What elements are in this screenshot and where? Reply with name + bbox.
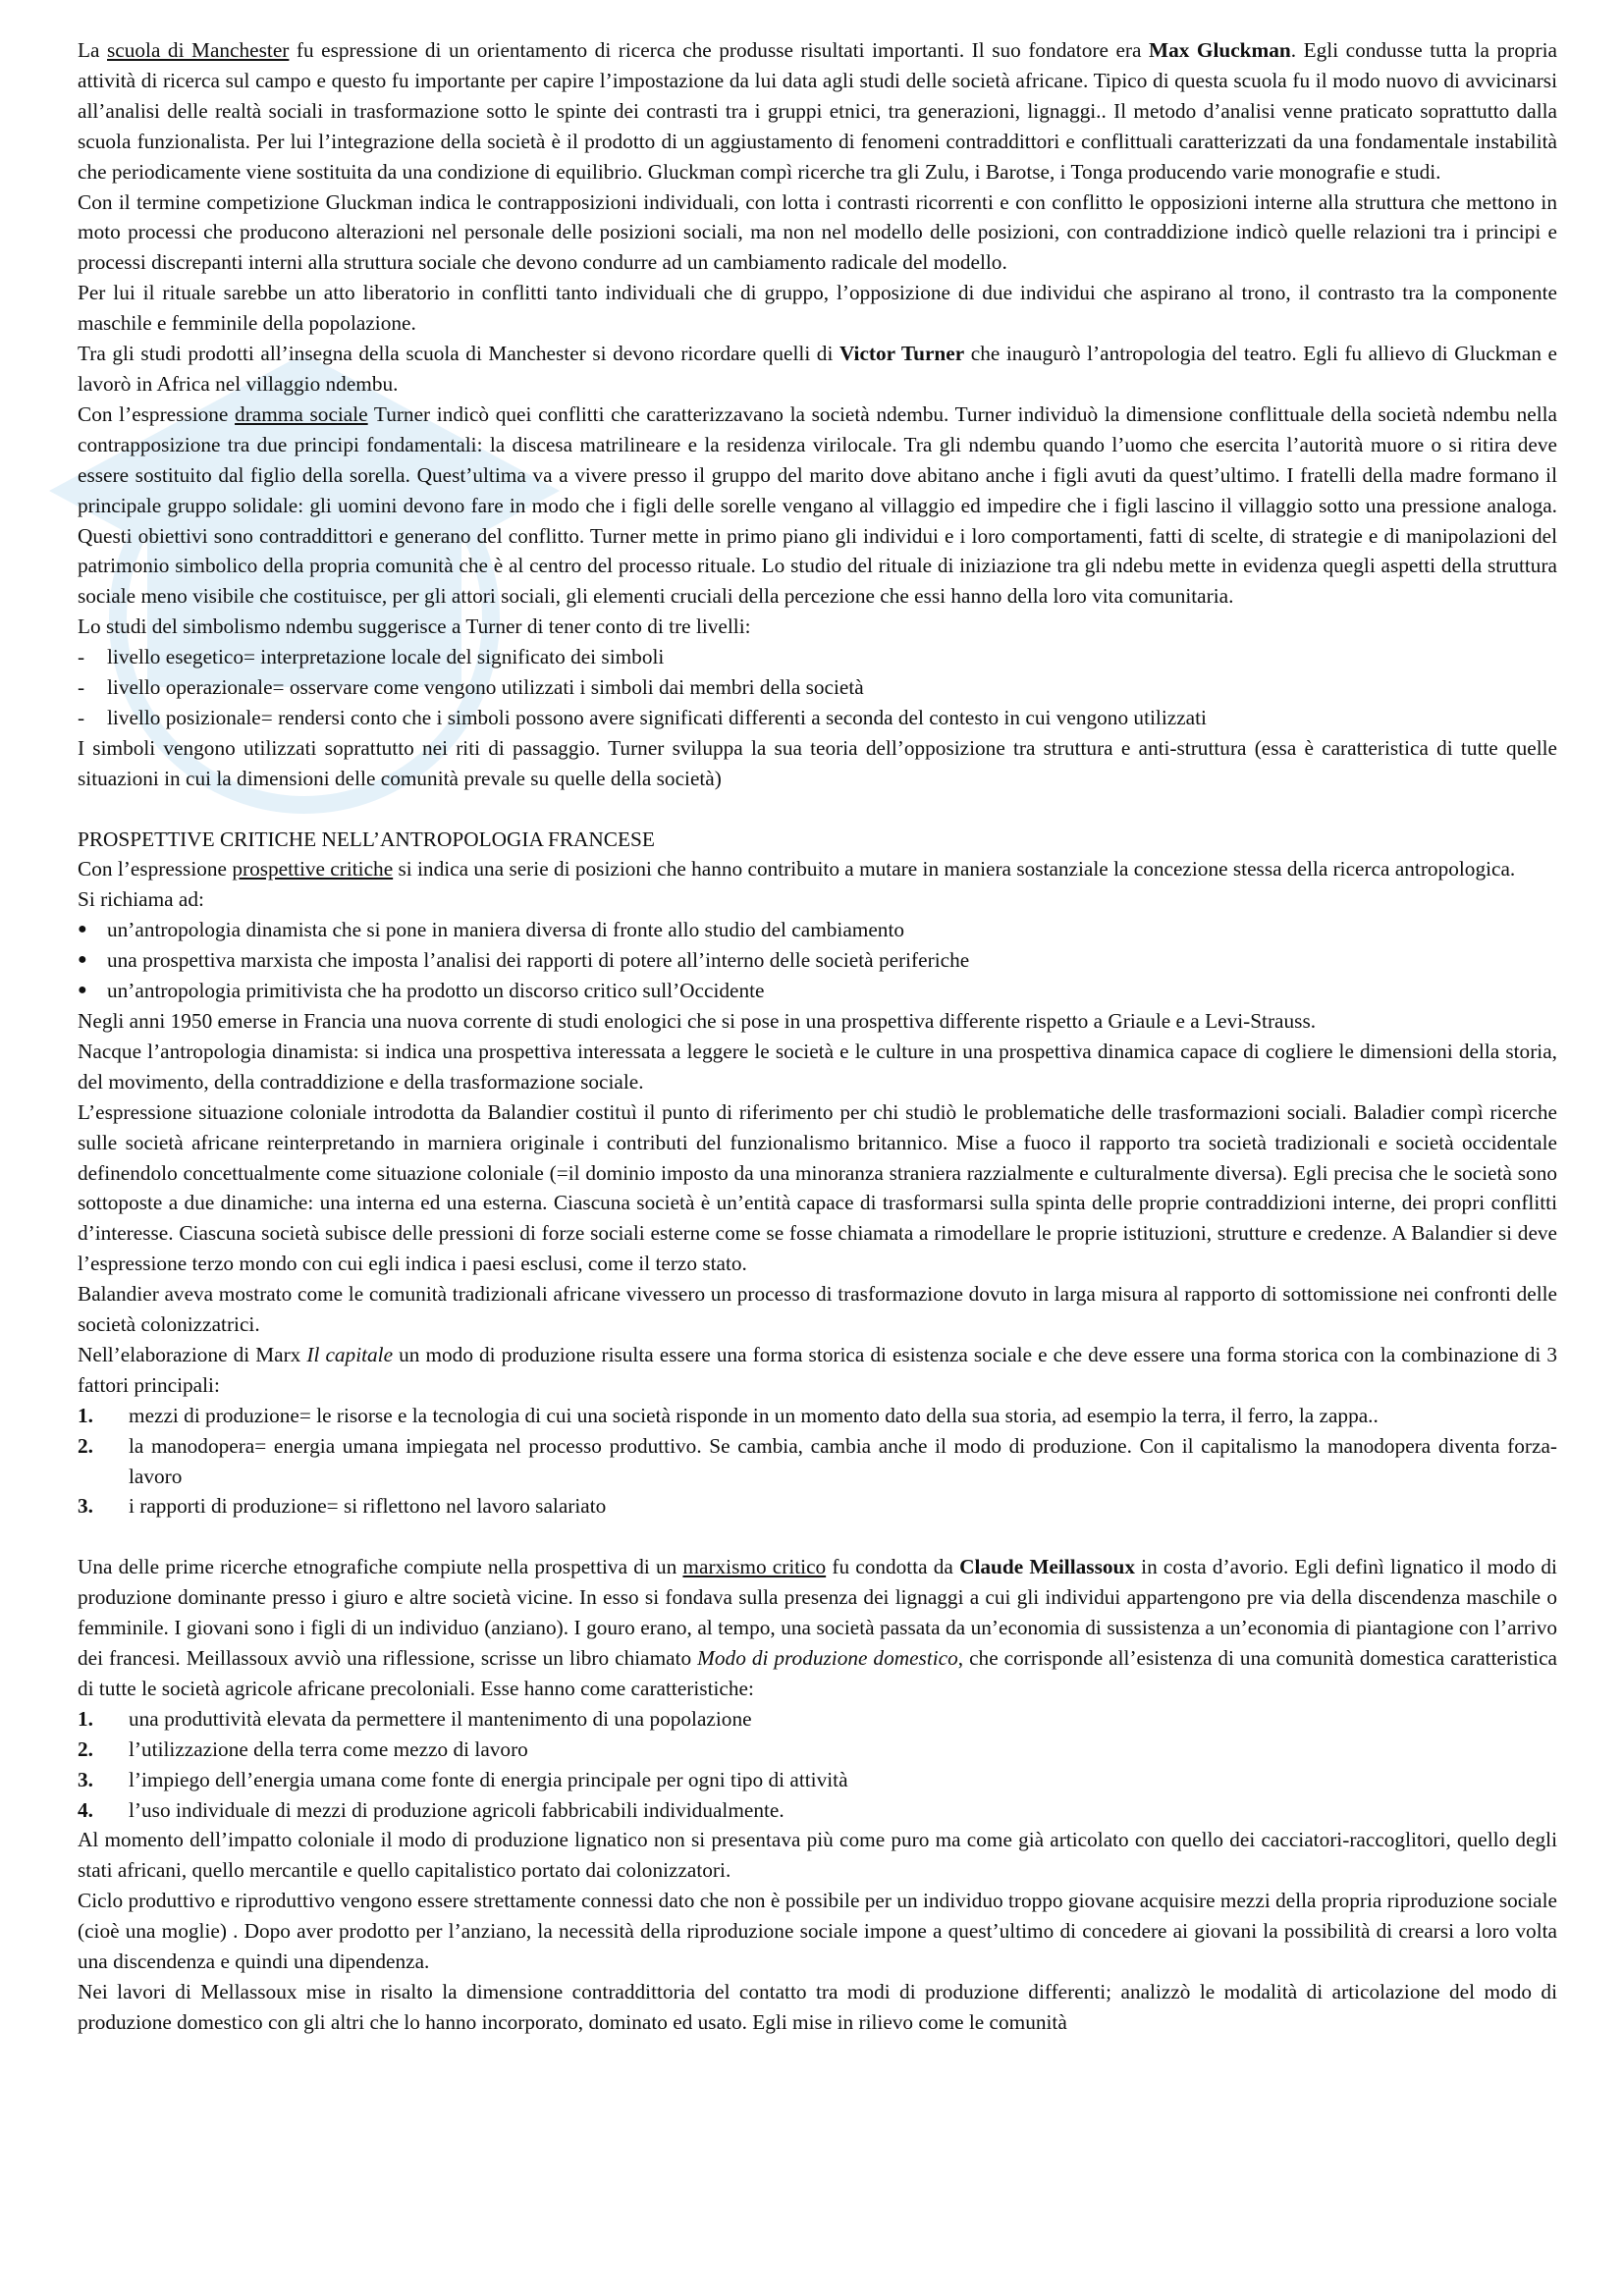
title-il-capitale: Il capitale xyxy=(306,1342,394,1366)
name-claude-meillassoux: Claude Meillassoux xyxy=(959,1555,1135,1579)
list-item: ● un’antropologia primitivista che ha prodotto un discorso critico sull’Occidente xyxy=(78,979,765,1003)
paragraph-rituale: Per lui il rituale sarebbe un atto liberatorio in conflitti tanto individuali che di gruppo, l’opposizione di due individui che aspirano al trono, il contrasto tra la componente maschile e femminile della popolazione. xyxy=(78,281,1557,336)
list-item: 1. una produttività elevata da permettere il mantenimento di una popolazione xyxy=(78,1706,752,1731)
paragraph-competizione: Con il termine competizione Gluckman indica le contrapposizioni individuali, con lotta i contrasti ricorrenti e con conflitto le opposizioni interne alla struttura che mettono in moto processi che producono alterazioni nel personale delle posizioni sociali, ma non nel modello delle posizioni, con contraddizione indicò quelle relazioni tra i principi e processi discrepanti interni alla struttura sociale che devono condurre ad un cambiamento radicale del modello. xyxy=(78,189,1557,275)
link-scuola-manchester[interactable]: scuola di Manchester xyxy=(107,38,290,62)
features-list xyxy=(78,1704,1557,1826)
paragraph-turner: Tra gli studi prodotti all’insegna della scuola di Manchester si devono ricordare quelli di Victor Turner che inaugurò l’antropologia del teatro. Egli fu allievo di Gluckman e lavorò in Africa nel villaggio ndembu. xyxy=(78,342,1557,396)
paragraph-meillassoux: Una delle prime ricerche etnografiche compiute nella prospettiva di un marxismo critico fu condotta da Claude Meillassoux in costa d’avorio. Egli definì lignatico il modo di produzione dominante presso i giuro e altre società vicine. In esso si fondava sulla presenza dei lignaggi a cui gli individui appartengono pre via della discendenza maschile o femminile. I giovani sono i figli di un individuo (anziano). I gouro erano, al tempo, una società passata da un’economia di sussistenza a un’economia di piantagione con l’arrivo dei francesi. Meillassoux avviò una riflessione, scrisse un libro chiamato Modo di produzione domestico, che corrisponde all’esistenza di una comunità domestica caratteristica di tutte le società agricole africane precoloniali. Esse hanno come caratteristiche: xyxy=(78,1555,1558,1700)
paragraph-balandier: L’espressione situazione coloniale introdotta da Balandier costituì il punto di riferimento per chi studiò le problematiche delle trasformazioni sociali. Baladier compì ricerche sulle società africane reinterpretando in marniera originale i contributi del funzionalismo britannico. Mise a fuoco il rapporto tra società tradizionali e società occidentale definendolo concettualmente come situazione coloniale (=il dominio imposto da una minoranza straniera razzialmente e culturalmente diversa). Egli precisa che le società sono sottoposte a due dinamiche: una interna ed una esterna. Ciascuna società è un’entità capace di trasformarsi sulla spinta delle proprie contraddizioni interne, dei propri conflitti d’interesse. Ciascuna società subisce delle pressioni di forze sociali esterne come se fosse chiamata a rimodellare le proprie istituzioni, strutture e credenze. A Balandier si deve l’espressione terzo mondo con cui egli indica i paesi esclusi, come il terzo stato. xyxy=(78,1099,1557,1276)
list-item: ● una prospettiva marxista che imposta l’analisi dei rapporti di potere all’interno delle società periferiche xyxy=(78,948,970,973)
factors-list xyxy=(78,1401,1557,1522)
section-heading: PROSPETTIVE CRITICHE NELL’ANTROPOLOGIA FRANCESE xyxy=(78,827,655,851)
paragraph-si-richiama: Si richiama ad: xyxy=(78,887,204,912)
list-item: 4. l’uso individuale di mezzi di produzione agricoli fabbricabili individualmente. xyxy=(78,1797,784,1822)
link-marxismo-critico[interactable]: marxismo critico xyxy=(682,1555,827,1579)
paragraph-manchester: La scuola di Manchester fu espressione di un orientamento di ricerca che produsse risultati importanti. Il suo fondatore era Max Gluckman. Egli condusse tutta la propria attività di ricerca sul campo e questo fu importante per capire l’impostazione da lui data agli studi delle società africane. Tipico di questa scuola fu il modo nuovo di avvicinarsi all’analisi delle realtà sociali in trasformazione sotto le spinte dei contrasti tra i gruppi etnici, tra generazioni, lignaggi.. Il metodo d’analisi venne praticato soprattutto dalla scuola funzionalista. Per lui l’integrazione della società è il prodotto di un aggiustamento di fenomeni contraddittori e conflittuali caratterizzati da una fondamentale instabilità che periodicamente viene sostituita da una condizione di equilibrio. Gluckman compì ricerche tra gli Zulu, i Barotse, i Tonga producendo varie monografie e studi. xyxy=(78,38,1558,184)
link-prospettive-critiche[interactable]: prospettive critiche xyxy=(232,857,394,881)
name-max-gluckman: Max Gluckman xyxy=(1148,38,1291,62)
paragraph-marx: Nell’elaborazione di Marx Il capitale un modo di produzione risulta essere una forma storica di esistenza sociale e che deve essere una forma storica con la combinazione di 3 fattori principali: xyxy=(78,1342,1557,1397)
list-item: 2. l’utilizzazione della terra come mezzo di lavoro xyxy=(78,1736,528,1761)
title-modo-produzione-domestico: Modo di produzione domestico xyxy=(697,1646,958,1670)
list-item: 1. mezzi di produzione= le risorse e la tecnologia di cui una società risponde in un momento dato della sua storia, ad esempio la terra, il ferro, la zappa.. xyxy=(78,1403,1379,1427)
list-item: - livello esegetico= interpretazione locale del significato dei simboli xyxy=(78,645,665,669)
document-page xyxy=(78,35,1557,2038)
name-victor-turner: Victor Turner xyxy=(839,342,965,366)
levels-list xyxy=(78,642,1557,733)
paragraph-ciclo-produttivo: Ciclo produttivo e riproduttivo vengono essere strettamente connessi dato che non è possibile per un individuo troppo giovane acquisire mezzi della propria riproduzione sociale (cioè una moglie) . Dopo aver prodotto per l’anziano, la necessità della riproduzione sociale impone a quest’ultimo di concedere ai giovani la possibilità di crearsi a loro volta una discendenza e quindi una dipendenza. xyxy=(78,1889,1557,1974)
paragraph-dinamista: Nacque l’antropologia dinamista: si indica una prospettiva interessata a leggere le società e le culture in una prospettiva dinamica capace di cogliere le dimensioni della storia, del movimento, della contraddizione e della trasformazione sociale. xyxy=(78,1039,1557,1094)
list-item: - livello posizionale= rendersi conto che i simboli possono avere significati differenti a seconda del contesto in cui vengono utilizzati xyxy=(78,705,1207,729)
paragraph-simboli: I simboli vengono utilizzati soprattutto nei riti di passaggio. Turner sviluppa la sua teoria dell’opposizione tra struttura e anti-struttura (essa è caratteristica di tutte quelle situazioni in cui la dimensioni delle comunità prevale su quelle della società) xyxy=(78,735,1557,790)
paragraph-prospettive: Con l’espressione prospettive critiche si indica una serie di posizioni che hanno contribuito a mutare in maniera sostanziale la concezione stessa della ricerca antropologica. xyxy=(78,857,1516,881)
paragraph-mellassoux: Nei lavori di Mellassoux mise in risalto la dimensione contraddittoria del contatto tra modi di produzione differenti; analizzò le modalità di articolazione del modo di produzione domestico con gli altri che lo hanno incorporato, dominato ed usato. Egli mise in rilievo come le comunità xyxy=(78,1979,1557,2034)
paragraph-simbolismo: Lo studi del simbolismo ndembu suggerisce a Turner di tener conto di tre livelli: xyxy=(78,614,751,639)
paragraph-impatto-coloniale: Al momento dell’impatto coloniale il modo di produzione lignatico non si presentava più come puro ma come già articolato con quello dei cacciatori-raccoglitori, quello degli stati africani, quello mercantile e quello capitalistico portato dai colonizzatori. xyxy=(78,1828,1557,1883)
list-item: 3. l’impiego dell’energia umana come fonte di energia principale per ogni tipo di attività xyxy=(78,1767,848,1791)
list-item: 2. la manodopera= energia umana impiegata nel processo produttivo. Se cambia, cambia anche il modo di produzione. Con il capitalismo la manodopera diventa forza-lavoro xyxy=(78,1433,1557,1488)
list-item: ● un’antropologia dinamista che si pone in maniera diversa di fronte allo studio del cambiamento xyxy=(78,918,905,942)
list-item: 3. i rapporti di produzione= si riflettono nel lavoro salariato xyxy=(78,1494,607,1519)
link-dramma-sociale[interactable]: dramma sociale xyxy=(235,401,368,426)
bullet-list xyxy=(78,915,1557,1006)
paragraph-comunita-africane: Balandier aveva mostrato come le comunità tradizionali africane vivessero un processo di trasformazione dovuto in larga misura al rapporto di sottomissione nei confronti delle società colonizzatrici. xyxy=(78,1282,1557,1337)
list-item: - livello operazionale= osservare come vengono utilizzati i simboli dai membri della società xyxy=(78,675,864,700)
paragraph-anni-1950: Negli anni 1950 emerse in Francia una nuova corrente di studi enologici che si pose in una prospettiva differente rispetto a Griaule e a Levi-Strauss. xyxy=(78,1008,1317,1033)
paragraph-dramma-sociale: Con l’espressione dramma sociale Turner indicò quei conflitti che caratterizzavano la società ndembu. Turner individuò la dimensione conflittuale della società ndembu nella contrapposizione tra due principi fondamentali: la discesa matrilineare e la residenza virilocale. Tra gli ndembu quando l’uomo che esercita l’autorità muore o si ritira deve essere sostituito dal figlio della sorella. Quest’ultima va a vivere presso il gruppo del marito dove abitano anche i figli avuti da quest’ultimo. I fratelli della madre formano il principale gruppo solidale: gli uomini devono fare in modo che i figli delle sorelle vengano al villaggio ed impedire che i figli lascino il villaggio sotto una pressione analoga. Questi obiettivi sono contraddittori e generano del conflitto. Turner mette in primo piano gli individui e i loro comportamenti, fatti di scelte, di strategie e di manipolazioni del patrimonio simbolico della propria comunità che è al centro del processo rituale. Lo studio del rituale di iniziazione tra gli ndebu mette in evidenza quegli aspetti della struttura sociale meno visibile che costituisce, per gli attori sociali, gli elementi cruciali della percezione che essi hanno della loro vita comunitaria. xyxy=(78,401,1557,609)
